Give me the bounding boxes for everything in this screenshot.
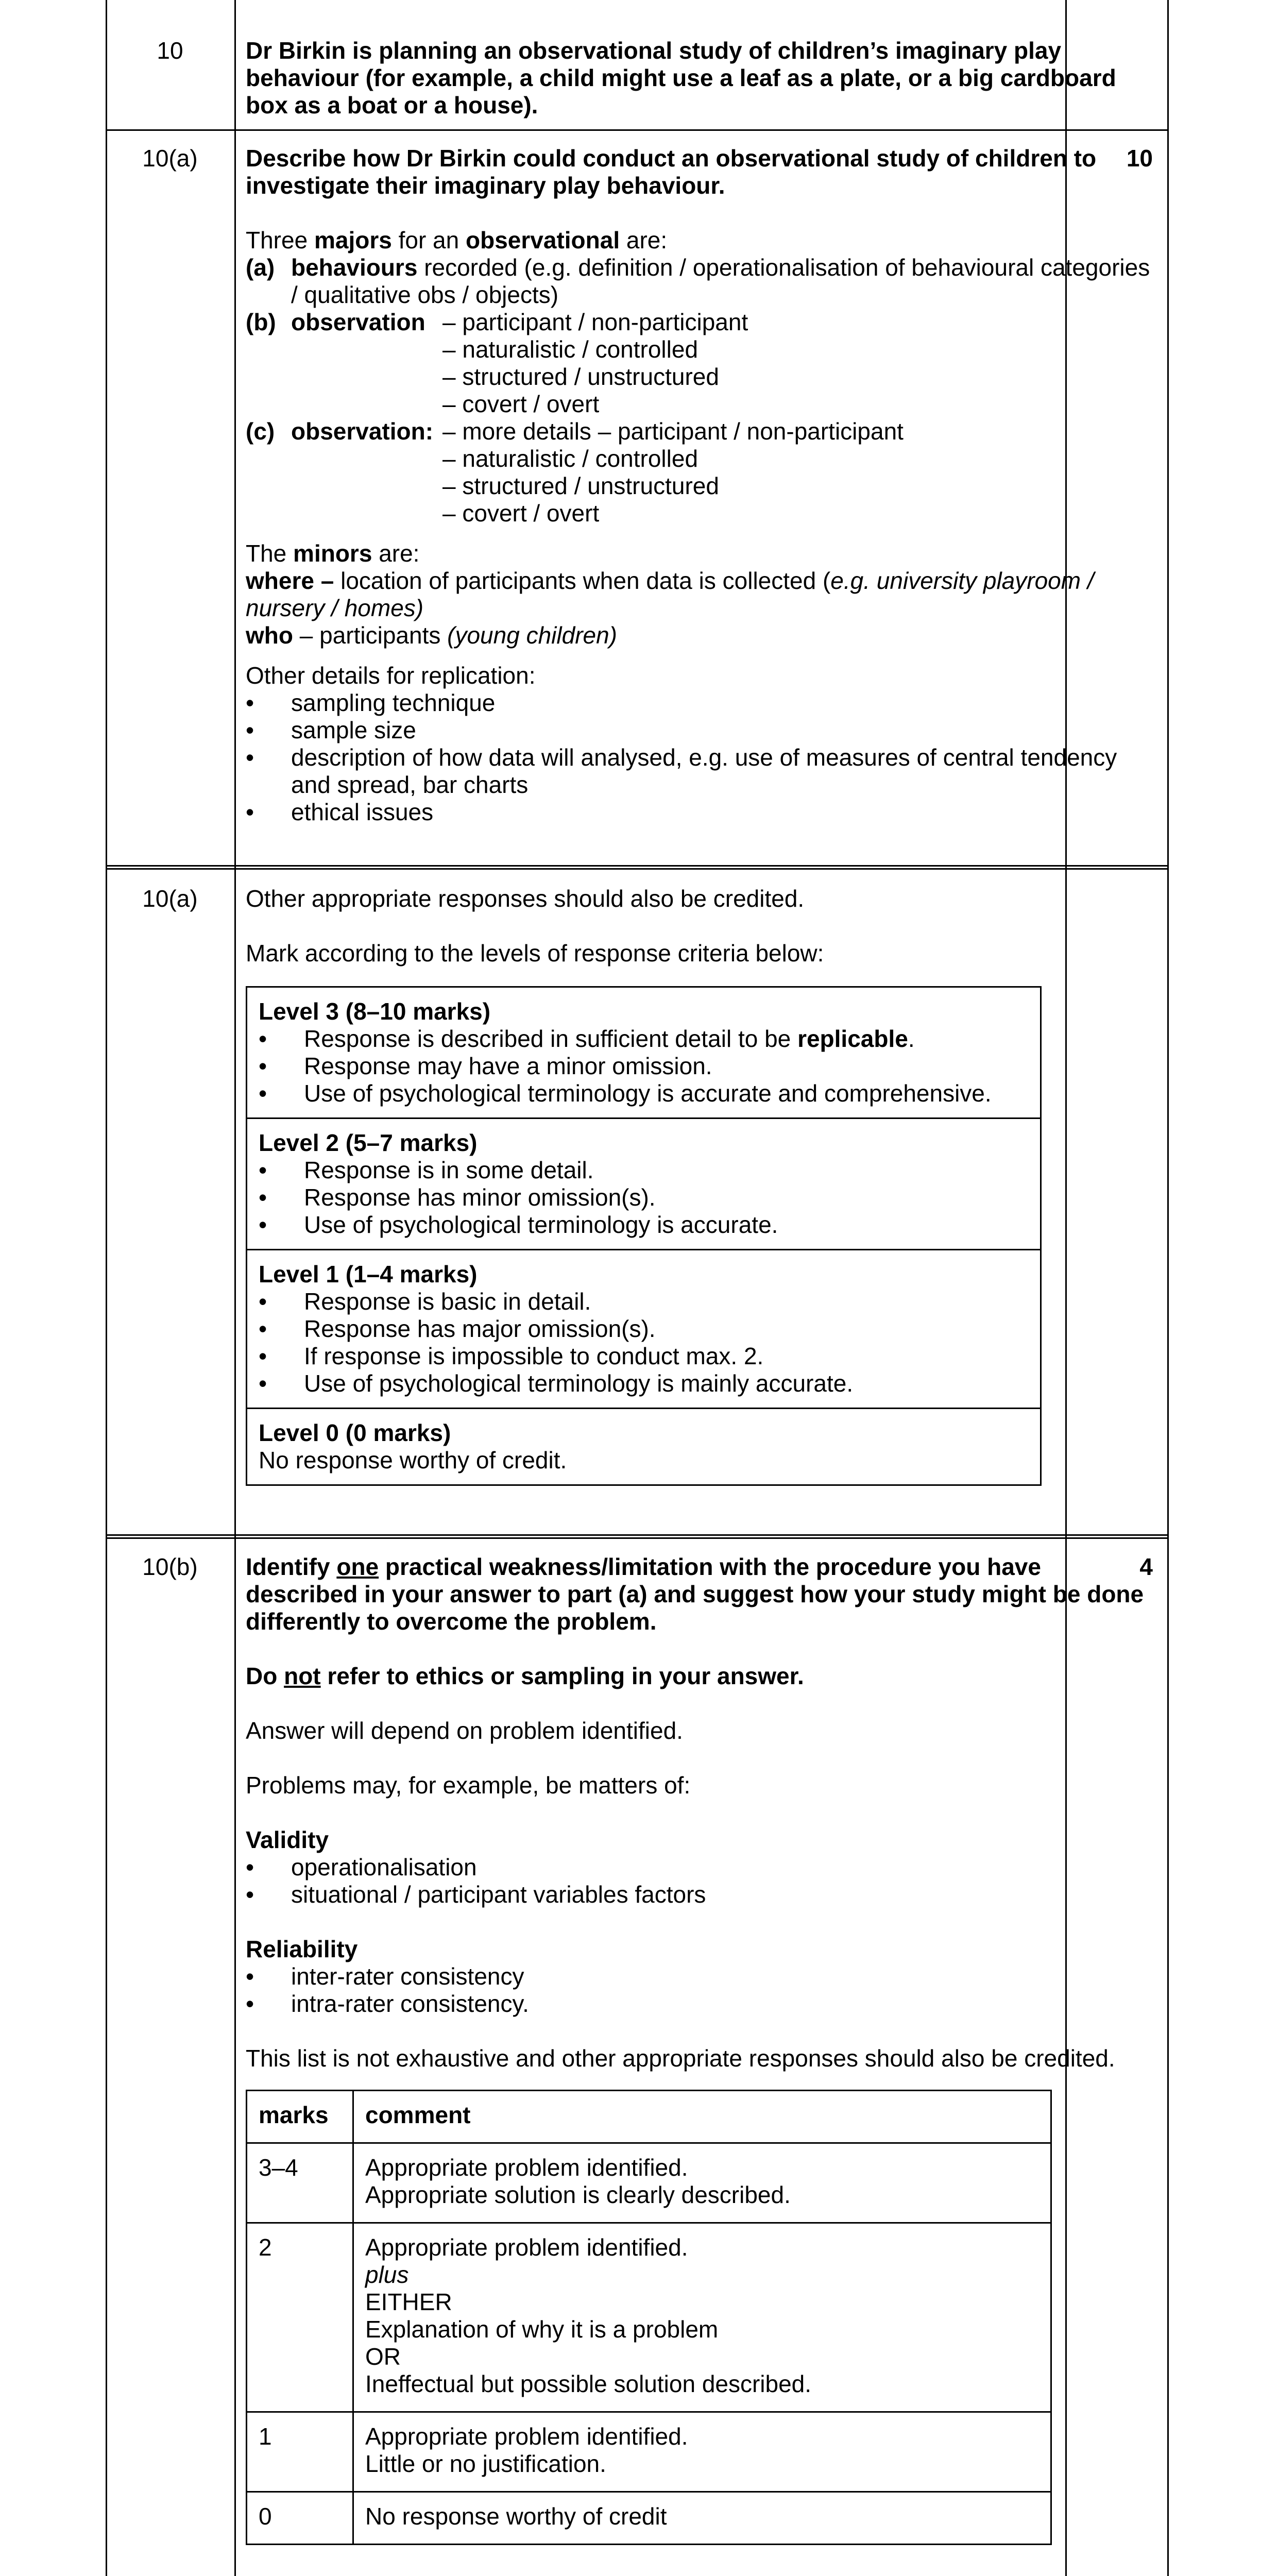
instruction: Do not refer to ethics or sampling in your answer. xyxy=(246,1663,804,1689)
major-a: (a) behaviours recorded (e.g. definition / operationalisation of behavioural categories / qualitative obs / objects) xyxy=(246,254,1150,308)
table-row: 0 No response worthy of credit xyxy=(247,2492,1051,2545)
depend-note: Answer will depend on problem identified. xyxy=(246,1717,683,1744)
level-3: Level 3 (8–10 marks) • Response is described in sufficient detail to be replicable. • Response may have a minor omission. • Use of psychological terminology is accurate and comprehensive. xyxy=(259,998,992,1107)
problems-intro: Problems may, for example, be matters of: xyxy=(246,1772,691,1799)
list-item: • intra-rater consistency. xyxy=(246,1990,529,2017)
levels-guidance xyxy=(246,885,1152,1486)
column-rule-1 xyxy=(234,0,236,2576)
table-header-row: marks comment xyxy=(247,2091,1051,2143)
major-b: (b) observation – participant / non-participant – naturalistic / controlled – structured / unstructured – covert / overt xyxy=(246,309,748,417)
row-separator xyxy=(106,129,1169,131)
question-number: 10 xyxy=(157,37,183,64)
table-row: 3–4 Appropriate problem identified. Appropriate solution is clearly described. xyxy=(247,2143,1051,2223)
replication-intro: Other details for replication: xyxy=(246,662,536,689)
list-item: • description of how data will analysed, e.g. use of measures of central tendency and spread, bar charts xyxy=(246,744,1117,798)
row-separator-double xyxy=(106,865,1169,870)
column-rule-left xyxy=(106,0,107,2576)
table-row: 2 Appropriate problem identified. plus EITHER Explanation of why it is a problem OR Ineffectual but possible solution described. xyxy=(247,2223,1051,2412)
major-c: (c) observation: – more details – participant / non-participant – naturalistic / controlled – structured / unstructured – covert / overt xyxy=(246,418,904,527)
answer-guidance xyxy=(246,145,1152,826)
list-item: • sampling technique xyxy=(246,689,496,716)
list-item: • ethical issues xyxy=(246,799,434,825)
question-text: Identify one practical weakness/limitation with the procedure you have described in your answer to part (a) and suggest how your study might be done differently to overcome the problem. xyxy=(246,1553,1144,1635)
row-separator-double xyxy=(106,1534,1169,1539)
level-0: Level 0 (0 marks) No response worthy of credit. xyxy=(247,1408,1040,1484)
minors-intro: The minors are: xyxy=(246,540,420,567)
mark-allocation: 10 xyxy=(1126,145,1153,172)
marks-table xyxy=(246,2090,1052,2545)
reliability-heading: Reliability xyxy=(246,1936,358,1962)
question-number: 10(a) xyxy=(142,145,198,172)
answer-guidance xyxy=(246,1553,1152,2545)
list-item: • situational / participant variables factors xyxy=(246,1881,706,1908)
mark-according-note: Mark according to the levels of response criteria below: xyxy=(246,940,824,967)
list-item: • inter-rater consistency xyxy=(246,1963,524,1990)
level-1: Level 1 (1–4 marks) • Response is basic in detail. • Response has major omission(s). • If response is impossible to conduct max. 2. • Use of psychological terminology is mainly accurate. xyxy=(247,1249,1040,1408)
question-number: 10(a) xyxy=(142,885,198,912)
minor-where: where – location of participants when data is collected (e.g. university playroom / nursery / homes) xyxy=(246,567,1094,621)
list-item: • operationalisation xyxy=(246,1854,477,1880)
not-exhaustive-note: This list is not exhaustive and other appropriate responses should also be credited. xyxy=(246,2045,1115,2072)
level-2: Level 2 (5–7 marks) • Response is in some detail. • Response has minor omission(s). • Use of psychological terminology is accurate. xyxy=(247,1117,1040,1249)
list-item: • sample size xyxy=(246,717,416,743)
mark-scheme-table xyxy=(106,0,1169,2576)
levels-of-response-table xyxy=(246,986,1042,1486)
column-rule-right xyxy=(1167,0,1169,2576)
question-stem: Dr Birkin is planning an observational study of children’s imaginary play behaviour (for example, a child might use a leaf as a plate, or a big cardboard box as a boat or a house). xyxy=(246,37,1116,118)
other-responses-note: Other appropriate responses should also be credited. xyxy=(246,885,805,912)
majors-intro: Three majors for an observational are: xyxy=(246,227,668,253)
minor-who: who – participants (young children) xyxy=(246,622,617,649)
validity-heading: Validity xyxy=(246,1826,329,1853)
question-text: Describe how Dr Birkin could conduct an observational study of children to investigate their imaginary play behaviour. xyxy=(246,145,1097,199)
mark-allocation: 4 xyxy=(1139,1553,1153,1580)
table-row: 1 Appropriate problem identified. Little or no justification. xyxy=(247,2412,1051,2492)
question-number: 10(b) xyxy=(142,1553,198,1580)
